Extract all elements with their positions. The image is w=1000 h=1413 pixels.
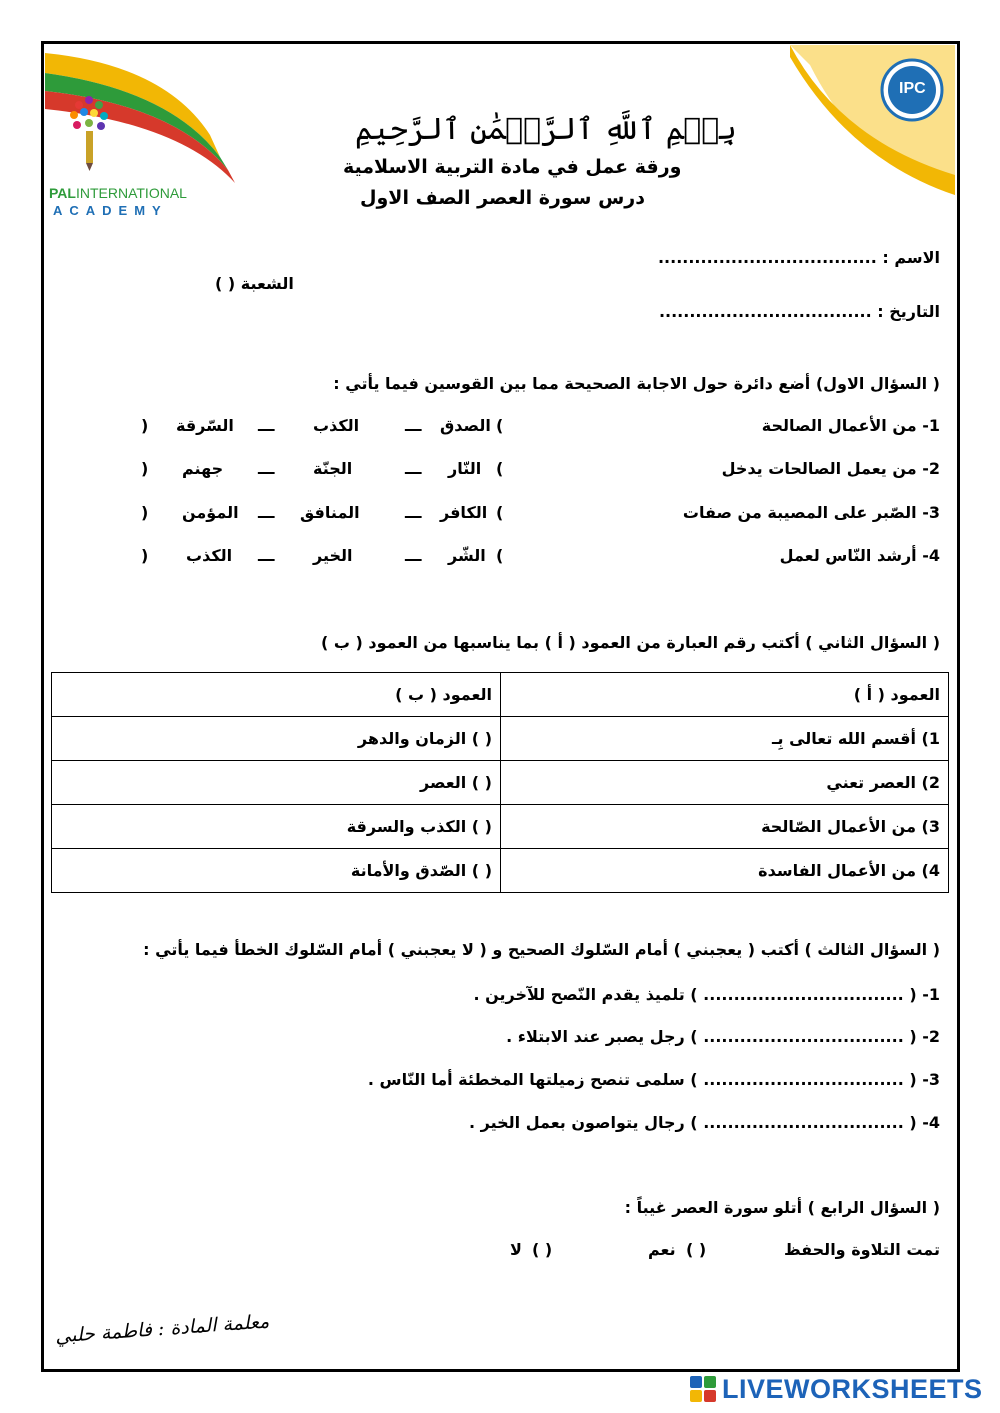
section-field[interactable]: الشعبة ( ) — [215, 274, 294, 293]
table-row — [52, 761, 949, 805]
table-row — [52, 849, 949, 893]
q4-yes-label: نعم — [648, 1240, 676, 1259]
logo-pal-text: PAL — [49, 185, 76, 201]
q4-no-box[interactable]: ( ) — [532, 1240, 553, 1259]
q1-dash: ـــ — [258, 416, 275, 435]
col-a-cell: 4) من الأعمال الفاسدة — [501, 849, 949, 893]
q3-item[interactable]: 3- ( ................................. ) سلمى تنصح زميلتها المخطئة أما النّاس . — [367, 1070, 940, 1089]
q3-item[interactable]: 1- ( ................................. ) تلميذ يقدم النّصح للآخرين . — [473, 985, 940, 1004]
q1-option[interactable]: النّار — [448, 459, 482, 478]
q4-recitation-label: تمت التلاوة والحفظ — [784, 1240, 940, 1259]
date-dots[interactable]: ................................... — [658, 302, 872, 321]
q1-option[interactable]: السّرقة — [176, 416, 234, 435]
col-a-header: العمود ( أ ) — [501, 673, 949, 717]
q1-dash: ـــ — [405, 416, 422, 435]
date-row — [659, 302, 940, 321]
q1-item-open-paren: ( — [496, 546, 504, 565]
ipc-logo — [790, 45, 955, 205]
q1-item-stem: 3- الصّبر على المصيبة من صفات — [682, 503, 940, 522]
q1-dash: ـــ — [405, 459, 422, 478]
liveworksheets-logo-icon — [690, 1376, 716, 1402]
liveworksheets-brand[interactable]: LIVEWORKSHEETS — [722, 1373, 983, 1404]
q1-prompt: ( السؤال الاول) أضع دائرة حول الاجابة الصحيحة مما بين القوسين فيما يأتي : — [333, 374, 940, 393]
pal-academy-logo — [45, 45, 245, 225]
q3-item[interactable]: 2- ( ................................. ) رجل يصبر عند الابتلاء . — [506, 1027, 940, 1046]
q1-item-close-paren: ) — [141, 546, 149, 565]
col-a-cell: 1) أقسم الله تعالى بِـ — [501, 717, 949, 761]
q1-dash: ـــ — [405, 546, 422, 565]
col-a-cell: 2) العصر تعني — [501, 761, 949, 805]
q1-option[interactable]: الكذب — [313, 416, 360, 435]
ipc-ribbon-icon — [790, 45, 955, 205]
q1-item-close-paren: ) — [141, 459, 149, 478]
col-b-cell[interactable]: ( ) الكذب والسرقة — [52, 805, 501, 849]
col-b-cell[interactable]: ( ) العصر — [52, 761, 501, 805]
ipc-logo-text: IPC — [899, 80, 926, 97]
q1-dash: ـــ — [258, 503, 275, 522]
q1-dash: ـــ — [405, 503, 422, 522]
q1-option[interactable]: الشّر — [448, 546, 486, 565]
worksheet-title: ورقة عمل في مادة التربية الاسلامية — [343, 156, 682, 178]
basmala: بِسۡمِ ٱللَّهِ ٱلرَّحۡمَٰنِ ٱلرَّحِيمِ — [355, 112, 737, 147]
col-b-cell[interactable]: ( ) الزمان والدهر — [52, 717, 501, 761]
q1-dash: ـــ — [258, 459, 275, 478]
table-header-row — [52, 673, 949, 717]
logo-text-line1 — [49, 185, 187, 201]
logo-academy-text: ACADEMY — [53, 203, 168, 218]
q1-option[interactable]: الكذب — [186, 546, 233, 565]
q3-item[interactable]: 4- ( ................................. ) رجال يتواصون بعمل الخير . — [468, 1113, 940, 1132]
q1-item-stem: 4- أرشد النّاس لعمل — [779, 546, 940, 565]
q1-item-close-paren: ) — [141, 416, 149, 435]
liveworksheets-footer — [690, 1374, 983, 1404]
logo-international-text: INTERNATIONAL — [75, 185, 187, 201]
lesson-title: درس سورة العصر الصف الاول — [360, 187, 645, 209]
col-b-cell[interactable]: ( ) الصّدق والأمانة — [52, 849, 501, 893]
matching-table — [51, 672, 949, 893]
q1-item-open-paren: ( — [496, 503, 504, 522]
q1-item-stem: 2- من يعمل الصالحات يدخل — [721, 459, 940, 478]
q1-option[interactable]: الصدق — [440, 416, 491, 435]
name-label: الاسم : — [882, 248, 940, 267]
q3-prompt: ( السؤال الثالث ) أكتب ( يعجبني ) أمام السّلوك الصحيح و ( لا يعجبني ) أمام السّلوك الخطأ فيما يأتي : — [143, 940, 940, 959]
q1-option[interactable]: المؤمن — [182, 503, 239, 522]
q1-option[interactable]: الخير — [313, 546, 353, 565]
name-dots[interactable]: .................................... — [657, 248, 877, 267]
q1-option[interactable]: الكافر — [440, 503, 488, 522]
col-b-header: العمود ( ب ) — [52, 673, 501, 717]
col-a-cell: 3) من الأعمال الصّالحة — [501, 805, 949, 849]
date-label: التاريخ : — [877, 302, 940, 321]
q1-item-stem: 1- من الأعمال الصالحة — [761, 416, 940, 435]
q4-prompt: ( السؤال الرابع ) أتلو سورة العصر غيباً : — [624, 1198, 940, 1217]
table-row — [52, 717, 949, 761]
q1-option[interactable]: المنافق — [300, 503, 360, 522]
q1-item-open-paren: ( — [496, 416, 504, 435]
q4-yes-box[interactable]: ( ) — [686, 1240, 707, 1259]
table-row — [52, 805, 949, 849]
q1-option[interactable]: الجنّة — [313, 459, 353, 478]
teacher-signature: معلمة المادة : فاطمة حلبي — [54, 1310, 270, 1348]
q1-option[interactable]: جهنم — [182, 459, 224, 478]
q1-dash: ـــ — [258, 546, 275, 565]
q4-no-label: لا — [510, 1240, 522, 1259]
q2-prompt: ( السؤال الثاني ) أكتب رقم العبارة من العمود ( أ ) بما يناسبها من العمود ( ب ) — [320, 633, 940, 652]
q1-item-close-paren: ) — [141, 503, 149, 522]
name-row — [658, 248, 940, 267]
q1-item-open-paren: ( — [496, 459, 504, 478]
